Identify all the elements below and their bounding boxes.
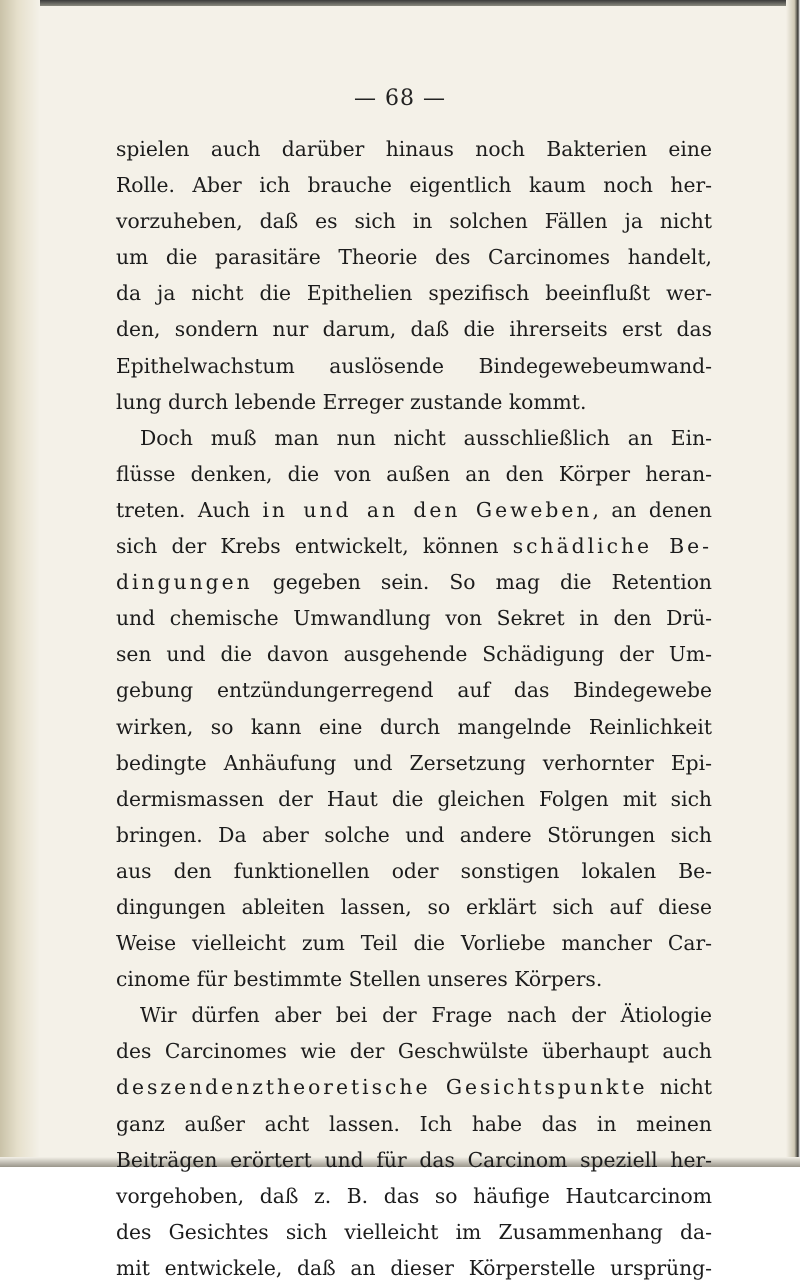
text-line bbox=[116, 961, 712, 997]
emphasized-text: deszendenztheoretische Gesichtspunkte bbox=[116, 1075, 648, 1100]
text-segment: und chemische Umwandlung von Sekret in den Drü- bbox=[116, 606, 712, 631]
text-line bbox=[116, 1250, 712, 1286]
body-text bbox=[116, 131, 712, 1286]
text-line bbox=[116, 203, 712, 239]
text-segment: sen und die davon ausgehende Schädigung der Um- bbox=[116, 642, 712, 667]
text-line bbox=[116, 1106, 712, 1142]
emphasized-text: in und an den Geweben bbox=[262, 497, 593, 522]
text-line bbox=[116, 131, 712, 167]
text-segment: mit entwickele, daß an dieser Körperstelle ursprüng- bbox=[116, 1255, 712, 1280]
text-line bbox=[116, 311, 712, 347]
text-segment: aus den funktionellen oder sonstigen lokalen Be- bbox=[116, 858, 712, 883]
text-line bbox=[116, 275, 712, 311]
text-segment: Rolle. Aber ich brauche eigentlich kaum noch her- bbox=[116, 173, 712, 198]
text-line bbox=[116, 997, 712, 1033]
text-line bbox=[116, 1033, 712, 1069]
text-segment: cinome für bestimmte Stellen unseres Körpers. bbox=[116, 967, 603, 992]
text-segment: wirken, so kann eine durch mangelnde Reinlichkeit bbox=[116, 714, 712, 739]
text-line bbox=[116, 1142, 712, 1178]
text-line bbox=[116, 1214, 712, 1250]
text-segment: bedingte Anhäufung und Zersetzung verhornter Epi- bbox=[116, 750, 712, 775]
text-segment: nicht bbox=[647, 1075, 712, 1100]
text-line bbox=[116, 492, 712, 528]
text-segment: vorzuheben, daß es sich in solchen Fällen ja nicht bbox=[116, 209, 712, 234]
text-line bbox=[116, 853, 712, 889]
text-line bbox=[116, 239, 712, 275]
text-line bbox=[116, 925, 712, 961]
text-segment: den, sondern nur darum, daß die ihrerseits erst das bbox=[116, 317, 712, 342]
text-line bbox=[116, 745, 712, 781]
text-segment: vorgehoben, daß z. B. das so häufige Hautcarcinom bbox=[116, 1183, 712, 1208]
text-line bbox=[116, 636, 712, 672]
text-segment: dermismassen der Haut die gleichen Folgen mit sich bbox=[116, 786, 712, 811]
text-segment: Epithelwachstum auslösende Bindegewebeumwand- bbox=[116, 353, 712, 378]
emphasized-text: dingungen bbox=[116, 570, 253, 595]
text-line bbox=[116, 420, 712, 456]
text-line bbox=[116, 528, 712, 564]
text-segment: um die parasitäre Theorie des Carcinomes handelt, bbox=[116, 245, 712, 270]
text-segment: sich der Krebs entwickelt, können bbox=[116, 534, 513, 559]
text-line bbox=[116, 384, 712, 420]
text-segment: spielen auch darüber hinaus noch Bakterien eine bbox=[116, 137, 712, 161]
text-segment: da ja nicht die Epithelien spezifisch beeinflußt wer- bbox=[116, 281, 712, 306]
text-line bbox=[116, 456, 712, 492]
text-segment: des Carcinomes wie der Geschwülste überhaupt auch bbox=[116, 1039, 712, 1064]
text-line bbox=[116, 1178, 712, 1214]
text-segment: lung durch lebende Erreger zustande kommt. bbox=[116, 389, 587, 414]
text-segment: Weise vielleicht zum Teil die Vorliebe mancher Car- bbox=[116, 931, 712, 956]
text-line bbox=[116, 564, 712, 600]
page-left-edge bbox=[0, 0, 40, 1167]
text-line bbox=[116, 1069, 712, 1105]
text-segment: gebung entzündungerregend auf das Bindegewebe bbox=[116, 678, 712, 703]
text-line bbox=[116, 600, 712, 636]
text-segment: Doch muß man nun nicht ausschließlich an Ein- bbox=[140, 425, 712, 450]
text-segment: des Gesichtes sich vielleicht im Zusammenhang da- bbox=[116, 1219, 712, 1244]
text-segment: Beiträgen erörtert und für das Carcinom speziell her- bbox=[116, 1147, 712, 1172]
page-number: — 68 — bbox=[354, 86, 446, 111]
text-line bbox=[116, 781, 712, 817]
text-segment: gegeben sein. So mag die Retention bbox=[252, 570, 712, 595]
text-line bbox=[116, 672, 712, 708]
text-line bbox=[116, 167, 712, 203]
text-line bbox=[116, 817, 712, 853]
text-line bbox=[116, 889, 712, 925]
text-line bbox=[116, 348, 712, 384]
emphasized-text: schädliche Be- bbox=[512, 534, 712, 559]
page-right-edge bbox=[786, 0, 800, 1167]
text-segment: Wir dürfen aber bei der Frage nach der Ätiologie bbox=[140, 1003, 712, 1028]
text-segment: flüsse denken, die von außen an den Körper heran- bbox=[116, 461, 712, 486]
text-line bbox=[116, 709, 712, 745]
text-segment: bringen. Da aber solche und andere Störungen sich bbox=[116, 822, 712, 847]
page-top-edge bbox=[0, 0, 800, 6]
text-segment: treten. Auch bbox=[116, 497, 263, 522]
text-segment: , an denen bbox=[592, 497, 712, 522]
text-segment: ganz außer acht lassen. Ich habe das in meinen bbox=[116, 1111, 712, 1136]
text-segment: dingungen ableiten lassen, so erklärt sich auf diese bbox=[116, 894, 712, 919]
